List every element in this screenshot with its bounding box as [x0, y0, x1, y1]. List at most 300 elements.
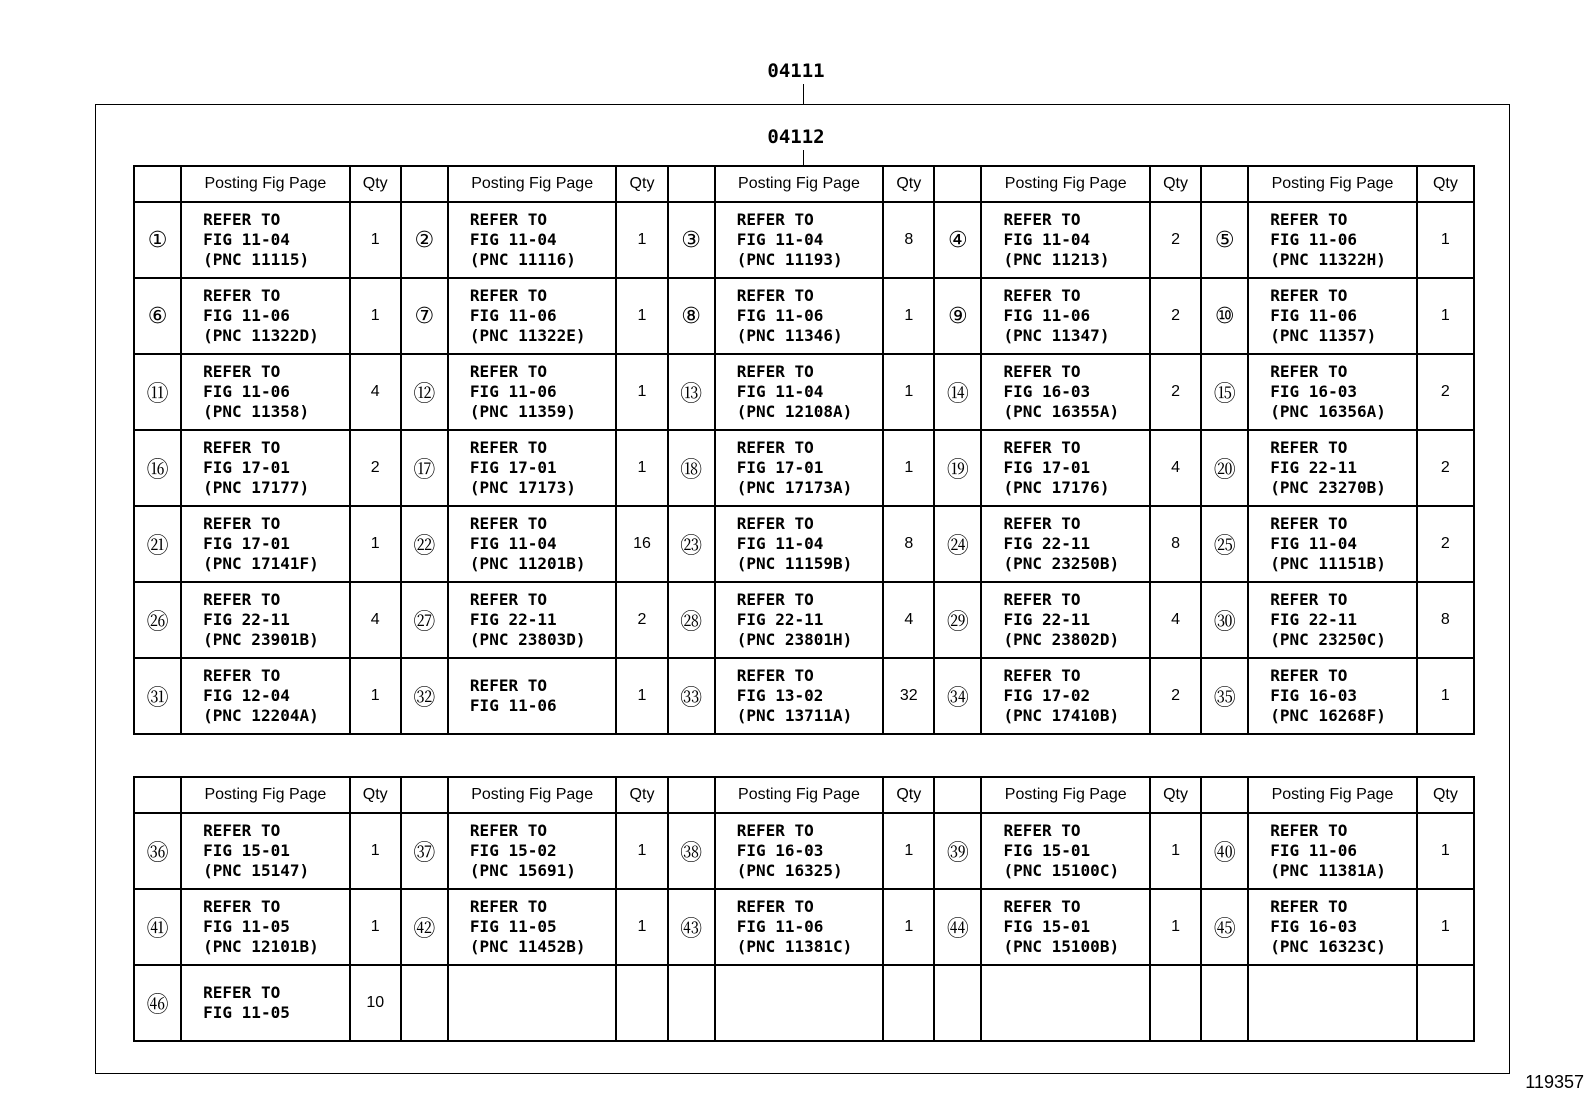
header-qty: Qty: [350, 777, 401, 813]
item-number: ㊵: [1201, 813, 1248, 889]
reference-cell: [1248, 278, 1417, 354]
quantity: 4: [883, 582, 934, 658]
item-number: ⑦: [401, 278, 448, 354]
reference-cell: [981, 506, 1150, 582]
header-posting-fig-page: Posting Fig Page: [715, 166, 884, 202]
pnc-code: (PNC 11213): [1003, 250, 1110, 269]
quantity: 1: [883, 889, 934, 965]
item-number: ㊱: [134, 813, 181, 889]
reference-cell: [1248, 506, 1417, 582]
refer-to-text: REFER TO: [203, 362, 281, 381]
pnc-code: (PNC 11322H): [1270, 250, 1386, 269]
pnc-code: (PNC 16355A): [1003, 402, 1120, 421]
item-number: ㉚: [1201, 582, 1248, 658]
fig-page: FIG 12-04: [203, 686, 290, 705]
subassembly-code-label: 04112: [767, 126, 825, 148]
quantity: 1: [1417, 658, 1474, 734]
fig-page: FIG 15-01: [1003, 917, 1091, 936]
refer-to-text: REFER TO: [203, 210, 281, 229]
fig-page: FIG 11-06: [469, 306, 557, 325]
item-number: ㊸: [668, 889, 715, 965]
pnc-code: (PNC 11116): [469, 250, 576, 269]
reference-cell: [181, 813, 350, 889]
pnc-code: (PNC 15100B): [1003, 937, 1120, 956]
quantity: 10: [350, 965, 401, 1041]
reference-cell: [715, 582, 884, 658]
header-qty: Qty: [1150, 777, 1201, 813]
item-number: ㉖: [134, 582, 181, 658]
refer-to-text: REFER TO: [736, 897, 814, 916]
reference-cell: [181, 506, 350, 582]
refer-to-text: REFER TO: [736, 514, 814, 533]
pnc-code: (PNC 16268F): [1270, 706, 1386, 725]
quantity: [616, 965, 667, 1041]
fig-page: FIG 11-06: [1270, 841, 1357, 860]
quantity: 8: [1150, 506, 1201, 582]
item-number: ㉑: [134, 506, 181, 582]
fig-page: FIG 15-02: [469, 841, 557, 860]
reference-cell: [715, 965, 884, 1041]
item-number: ⑤: [1201, 202, 1248, 278]
fig-page: FIG 11-06: [469, 382, 557, 401]
item-number: ⑨: [934, 278, 981, 354]
header-no-cell: [934, 777, 981, 813]
quantity: 1: [1417, 813, 1474, 889]
item-number: ⑩: [1201, 278, 1248, 354]
pnc-code: (PNC 11381A): [1270, 861, 1386, 880]
item-number: ㊶: [134, 889, 181, 965]
pnc-code: (PNC 11159B): [736, 554, 853, 573]
reference-cell: [1248, 658, 1417, 734]
header-no-cell: [668, 166, 715, 202]
header-no-cell: [934, 166, 981, 202]
quantity: 1: [616, 889, 667, 965]
refer-to-text: REFER TO: [1270, 821, 1348, 840]
header-no-cell: [1201, 777, 1248, 813]
header-qty: Qty: [1417, 166, 1474, 202]
pnc-code: (PNC 11381C): [736, 937, 853, 956]
pnc-code: (PNC 11359): [469, 402, 576, 421]
fig-page: FIG 22-11: [736, 610, 824, 629]
refer-to-text: REFER TO: [469, 676, 547, 695]
parts-reference-table-2: [133, 776, 1475, 1042]
quantity: 1: [883, 430, 934, 506]
item-number: ㊳: [668, 813, 715, 889]
fig-page: FIG 11-04: [1270, 534, 1357, 553]
reference-cell: [181, 430, 350, 506]
pnc-code: (PNC 11201B): [469, 554, 586, 573]
refer-to-text: REFER TO: [1003, 514, 1081, 533]
quantity: 1: [616, 278, 667, 354]
refer-to-text: REFER TO: [469, 897, 547, 916]
item-number: ⑮: [1201, 354, 1248, 430]
reference-cell: [715, 354, 884, 430]
pnc-code: (PNC 13711A): [736, 706, 853, 725]
quantity: 1: [883, 354, 934, 430]
fig-page: FIG 16-03: [1003, 382, 1091, 401]
reference-cell: [715, 506, 884, 582]
quantity: 1: [1150, 813, 1201, 889]
item-number: ⑭: [934, 354, 981, 430]
fig-page: FIG 16-03: [1270, 382, 1357, 401]
quantity: 16: [616, 506, 667, 582]
refer-to-text: REFER TO: [469, 821, 547, 840]
refer-to-text: REFER TO: [1270, 590, 1348, 609]
quantity: 1: [1417, 202, 1474, 278]
refer-to-text: REFER TO: [1270, 666, 1348, 685]
reference-cell: [981, 430, 1150, 506]
quantity: 1: [616, 354, 667, 430]
fig-page: FIG 17-01: [203, 458, 290, 477]
reference-cell: [1248, 889, 1417, 965]
item-number: ㉓: [668, 506, 715, 582]
pnc-code: (PNC 17173): [469, 478, 576, 497]
header-no-cell: [134, 166, 181, 202]
quantity: 1: [616, 658, 667, 734]
fig-page: FIG 11-06: [736, 306, 824, 325]
pnc-code: (PNC 23250C): [1270, 630, 1386, 649]
pnc-code: (PNC 23901B): [203, 630, 319, 649]
fig-page: FIG 11-04: [203, 230, 290, 249]
assembly-code-label: 04111: [767, 60, 825, 82]
reference-cell: [181, 278, 350, 354]
refer-to-text: REFER TO: [203, 438, 281, 457]
refer-to-text: REFER TO: [203, 666, 281, 685]
reference-cell: [448, 278, 617, 354]
refer-to-text: REFER TO: [1003, 590, 1081, 609]
quantity: 2: [1150, 658, 1201, 734]
quantity: [1417, 965, 1474, 1041]
fig-page: FIG 11-05: [469, 917, 557, 936]
refer-to-text: REFER TO: [1003, 438, 1081, 457]
pnc-code: (PNC 17176): [1003, 478, 1110, 497]
item-number: ㊷: [401, 889, 448, 965]
pnc-code: (PNC 15147): [203, 861, 310, 880]
fig-page: FIG 11-04: [736, 534, 824, 553]
pnc-code: (PNC 11347): [1003, 326, 1110, 345]
pnc-code: (PNC 11151B): [1270, 554, 1386, 573]
quantity: 1: [350, 889, 401, 965]
pnc-code: (PNC 17177): [203, 478, 310, 497]
refer-to-text: REFER TO: [469, 590, 547, 609]
refer-to-text: REFER TO: [1003, 286, 1081, 305]
refer-to-text: REFER TO: [736, 438, 814, 457]
quantity: 32: [883, 658, 934, 734]
refer-to-text: REFER TO: [203, 983, 281, 1002]
table-row: [134, 430, 1474, 506]
reference-cell: [1248, 430, 1417, 506]
table-row: [134, 506, 1474, 582]
reference-cell: [1248, 202, 1417, 278]
table-row: [134, 582, 1474, 658]
fig-page: FIG 22-11: [469, 610, 557, 629]
item-number: [1201, 965, 1248, 1041]
reference-cell: [448, 202, 617, 278]
table-row: [134, 813, 1474, 889]
reference-cell: [715, 813, 884, 889]
reference-cell: [981, 813, 1150, 889]
refer-to-text: REFER TO: [736, 821, 814, 840]
quantity: 1: [350, 506, 401, 582]
pnc-code: (PNC 11322D): [203, 326, 319, 345]
header-posting-fig-page: Posting Fig Page: [181, 166, 350, 202]
refer-to-text: REFER TO: [469, 514, 547, 533]
item-number: ㊹: [934, 889, 981, 965]
refer-to-text: REFER TO: [1270, 897, 1348, 916]
pnc-code: (PNC 12108A): [736, 402, 853, 421]
fig-page: FIG 11-06: [203, 382, 290, 401]
item-number: ㉟: [1201, 658, 1248, 734]
item-number: ⑱: [668, 430, 715, 506]
item-number: ㉘: [668, 582, 715, 658]
fig-page: FIG 11-06: [203, 306, 290, 325]
refer-to-text: REFER TO: [736, 210, 814, 229]
item-number: ⑫: [401, 354, 448, 430]
quantity: 1: [350, 658, 401, 734]
reference-cell: [981, 658, 1150, 734]
quantity: [883, 965, 934, 1041]
header-posting-fig-page: Posting Fig Page: [1248, 777, 1417, 813]
reference-cell: [181, 354, 350, 430]
refer-to-text: REFER TO: [469, 438, 547, 457]
item-number: ⑲: [934, 430, 981, 506]
pnc-code: (PNC 11346): [736, 326, 843, 345]
reference-cell: [448, 506, 617, 582]
table-row: [134, 202, 1474, 278]
pnc-code: (PNC 11452B): [469, 937, 586, 956]
header-posting-fig-page: Posting Fig Page: [715, 777, 884, 813]
fig-page: FIG 16-03: [736, 841, 824, 860]
reference-cell: [448, 889, 617, 965]
pnc-code: (PNC 17410B): [1003, 706, 1120, 725]
reference-cell: [181, 658, 350, 734]
pnc-code: (PNC 11193): [736, 250, 843, 269]
item-number: ③: [668, 202, 715, 278]
reference-cell: [715, 278, 884, 354]
refer-to-text: REFER TO: [1270, 210, 1348, 229]
item-number: ④: [934, 202, 981, 278]
reference-cell: [981, 202, 1150, 278]
quantity: 8: [1417, 582, 1474, 658]
item-number: ㉝: [668, 658, 715, 734]
reference-cell: [448, 658, 617, 734]
item-number: ⑧: [668, 278, 715, 354]
item-number: ⑳: [1201, 430, 1248, 506]
fig-page: FIG 11-04: [469, 230, 557, 249]
pnc-code: (PNC 23802D): [1003, 630, 1120, 649]
item-number: [934, 965, 981, 1041]
header-no-cell: [134, 777, 181, 813]
item-number: ㉛: [134, 658, 181, 734]
item-number: ㉕: [1201, 506, 1248, 582]
item-number: ㉒: [401, 506, 448, 582]
item-number: ㊴: [934, 813, 981, 889]
fig-page: FIG 22-11: [1270, 610, 1357, 629]
fig-page: FIG 22-11: [1003, 610, 1091, 629]
pnc-code: (PNC 23803D): [469, 630, 586, 649]
quantity: 2: [616, 582, 667, 658]
header-qty: Qty: [616, 166, 667, 202]
refer-to-text: REFER TO: [736, 362, 814, 381]
quantity: 1: [350, 278, 401, 354]
quantity: 1: [350, 813, 401, 889]
refer-to-text: REFER TO: [1270, 286, 1348, 305]
reference-cell: [981, 582, 1150, 658]
refer-to-text: REFER TO: [1270, 438, 1348, 457]
pnc-code: (PNC 16356A): [1270, 402, 1386, 421]
item-number: [668, 965, 715, 1041]
quantity: 1: [883, 278, 934, 354]
header-no-cell: [668, 777, 715, 813]
refer-to-text: REFER TO: [203, 590, 281, 609]
quantity: 4: [350, 354, 401, 430]
fig-page: FIG 22-11: [1003, 534, 1091, 553]
item-number: [401, 965, 448, 1041]
refer-to-text: REFER TO: [1003, 897, 1081, 916]
header-qty: Qty: [1150, 166, 1201, 202]
table-row: [134, 965, 1474, 1041]
reference-cell: [181, 965, 350, 1041]
refer-to-text: REFER TO: [736, 590, 814, 609]
fig-page: FIG 15-01: [203, 841, 290, 860]
quantity: 1: [616, 813, 667, 889]
header-posting-fig-page: Posting Fig Page: [181, 777, 350, 813]
header-no-cell: [401, 166, 448, 202]
fig-page: FIG 11-06: [469, 696, 557, 715]
fig-page: FIG 11-04: [469, 534, 557, 553]
refer-to-text: REFER TO: [736, 666, 814, 685]
header-posting-fig-page: Posting Fig Page: [981, 166, 1150, 202]
header-qty: Qty: [883, 777, 934, 813]
quantity: 4: [350, 582, 401, 658]
fig-page: FIG 17-02: [1003, 686, 1091, 705]
quantity: 1: [616, 202, 667, 278]
refer-to-text: REFER TO: [1003, 362, 1081, 381]
item-number: ⑪: [134, 354, 181, 430]
quantity: 2: [1150, 202, 1201, 278]
refer-to-text: REFER TO: [469, 286, 547, 305]
item-number: ㉔: [934, 506, 981, 582]
pnc-code: (PNC 15691): [469, 861, 576, 880]
header-qty: Qty: [350, 166, 401, 202]
pnc-code: (PNC 23270B): [1270, 478, 1386, 497]
fig-page: FIG 22-11: [203, 610, 290, 629]
item-number: ㉞: [934, 658, 981, 734]
quantity: 8: [883, 506, 934, 582]
reference-cell: [715, 430, 884, 506]
reference-cell: [448, 354, 617, 430]
pnc-code: (PNC 11322E): [469, 326, 586, 345]
quantity: 1: [1417, 278, 1474, 354]
header-row: [134, 777, 1474, 813]
header-qty: Qty: [883, 166, 934, 202]
quantity: [1150, 965, 1201, 1041]
header-row: [134, 166, 1474, 202]
header-posting-fig-page: Posting Fig Page: [448, 777, 617, 813]
fig-page: FIG 22-11: [1270, 458, 1357, 477]
pnc-code: (PNC 23801H): [736, 630, 853, 649]
refer-to-text: REFER TO: [469, 362, 547, 381]
item-number: ⑥: [134, 278, 181, 354]
fig-page: FIG 11-06: [1270, 306, 1357, 325]
fig-page: FIG 15-01: [1003, 841, 1091, 860]
item-number: ㊻: [134, 965, 181, 1041]
reference-cell: [448, 430, 617, 506]
quantity: 4: [1150, 582, 1201, 658]
quantity: 2: [1150, 278, 1201, 354]
pnc-code: (PNC 17141F): [203, 554, 319, 573]
fig-page: FIG 11-04: [736, 382, 824, 401]
table-row: [134, 354, 1474, 430]
quantity: 1: [1150, 889, 1201, 965]
item-number: ⑰: [401, 430, 448, 506]
fig-page: FIG 13-02: [736, 686, 824, 705]
item-number: ⑬: [668, 354, 715, 430]
fig-page: FIG 17-01: [1003, 458, 1091, 477]
quantity: 2: [1417, 430, 1474, 506]
refer-to-text: REFER TO: [1270, 514, 1348, 533]
pnc-code: (PNC 11358): [203, 402, 310, 421]
pnc-code: (PNC 12101B): [203, 937, 319, 956]
fig-page: FIG 16-03: [1270, 917, 1357, 936]
reference-cell: [181, 202, 350, 278]
header-posting-fig-page: Posting Fig Page: [981, 777, 1150, 813]
fig-page: FIG 17-01: [736, 458, 824, 477]
refer-to-text: REFER TO: [203, 514, 281, 533]
item-number: ㉜: [401, 658, 448, 734]
reference-cell: [1248, 354, 1417, 430]
pnc-code: (PNC 11357): [1270, 326, 1377, 345]
reference-cell: [181, 889, 350, 965]
fig-page: FIG 11-05: [203, 1003, 290, 1022]
illustration-number: 119357: [1525, 1072, 1584, 1092]
fig-page: FIG 16-03: [1270, 686, 1357, 705]
reference-cell: [448, 965, 617, 1041]
header-no-cell: [401, 777, 448, 813]
reference-cell: [715, 202, 884, 278]
fig-page: FIG 11-06: [736, 917, 824, 936]
reference-cell: [1248, 582, 1417, 658]
quantity: 2: [1417, 354, 1474, 430]
refer-to-text: REFER TO: [469, 210, 547, 229]
fig-page: FIG 17-01: [469, 458, 557, 477]
reference-cell: [981, 354, 1150, 430]
quantity: 1: [616, 430, 667, 506]
refer-to-text: REFER TO: [736, 286, 814, 305]
fig-page: FIG 17-01: [203, 534, 290, 553]
fig-page: FIG 11-04: [1003, 230, 1091, 249]
reference-cell: [1248, 965, 1417, 1041]
table-row: [134, 278, 1474, 354]
leader-line: [803, 150, 804, 166]
item-number: ㊺: [1201, 889, 1248, 965]
item-number: ㉗: [401, 582, 448, 658]
header-qty: Qty: [1417, 777, 1474, 813]
refer-to-text: REFER TO: [1003, 210, 1081, 229]
fig-page: FIG 11-06: [1003, 306, 1091, 325]
refer-to-text: REFER TO: [1003, 666, 1081, 685]
item-number: ①: [134, 202, 181, 278]
pnc-code: (PNC 16323C): [1270, 937, 1386, 956]
quantity: 2: [1150, 354, 1201, 430]
fig-page: FIG 11-05: [203, 917, 290, 936]
item-number: ㊲: [401, 813, 448, 889]
reference-cell: [715, 889, 884, 965]
pnc-code: (PNC 17173A): [736, 478, 853, 497]
header-qty: Qty: [616, 777, 667, 813]
quantity: 1: [883, 813, 934, 889]
quantity: 2: [1417, 506, 1474, 582]
